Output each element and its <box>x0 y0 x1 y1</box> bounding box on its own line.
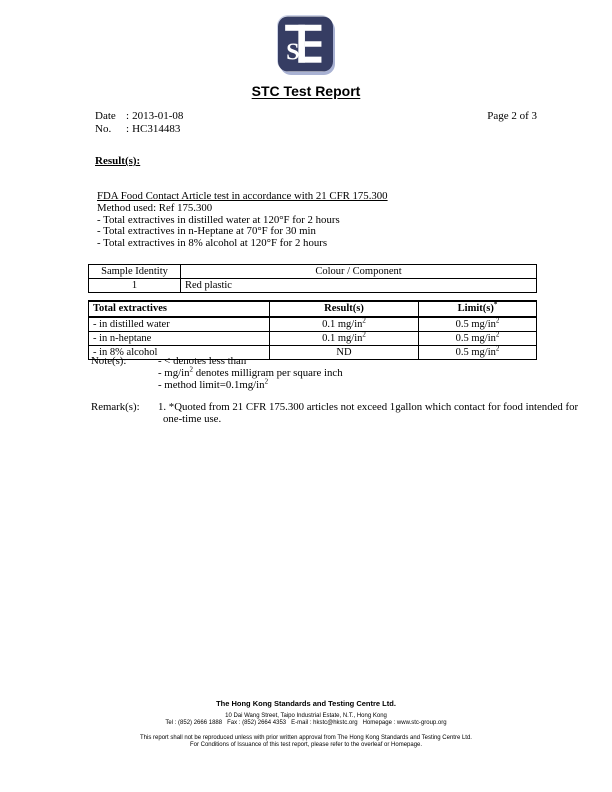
page-indicator: Page 2 of 3 <box>487 110 537 122</box>
limit-cell: 0.5 $mg/in^2$ <box>419 346 537 360</box>
remark-line: one-time use. <box>163 412 222 425</box>
report-no-row <box>95 123 183 136</box>
colour-component-header: Colour / Component <box>181 265 537 279</box>
sample-identity-header: Sample Identity <box>89 265 181 279</box>
date-value: 2013-01-08 <box>132 110 184 122</box>
method-used: Method used: Ref 175.300 <box>97 201 213 214</box>
extractive-name-cell: - in 8% alcohol <box>89 346 270 360</box>
results-header: Result(s) <box>270 301 419 317</box>
method-item: - Total extractives in n-Heptane at 70°F for 30 min <box>97 225 316 238</box>
logo-letter-s: S <box>286 38 300 66</box>
footer-contacts: Tel : (852) 2666 1888 Fax : (852) 2664 4353 E-mail : hkstc@hkstc.org Homepage : www.stc-group.org <box>165 720 447 726</box>
table-header-row <box>89 265 537 279</box>
notes-label: Note(s): <box>91 355 127 367</box>
footer <box>0 699 612 748</box>
result-cell: 0.1 $mg/in^2$ <box>270 317 419 332</box>
limit-cell: 0.5 $mg/in^2$ <box>419 317 537 332</box>
limits-header: Limit(s)* <box>419 301 537 317</box>
sample-id-cell: 1 <box>89 279 181 293</box>
results-table <box>88 300 537 360</box>
stc-logo-icon <box>278 16 333 72</box>
sample-identity-table <box>88 264 537 293</box>
page-title: STC Test Report <box>251 83 361 99</box>
report-no-separator: : <box>126 123 130 135</box>
result-cell: ND <box>270 346 419 360</box>
limit-cell: 0.5 $mg/in^2$ <box>419 332 537 346</box>
method-item: - Total extractives in distilled water at 120°F for 2 hours <box>97 213 340 226</box>
footer-company-name: The Hong Kong Standards and Testing Centre Ltd. <box>216 699 396 708</box>
table-row <box>89 332 537 346</box>
note-item: - < denotes less than <box>158 355 247 367</box>
note-item: - $mg/in^2$ denotes milligram per square inch <box>158 365 343 379</box>
limits-footnote-marker: * <box>493 300 498 309</box>
extractive-name-cell: - in distilled water <box>89 317 270 332</box>
method-heading: FDA Food Contact Article test in accordance with 21 CFR 175.300 <box>97 190 388 202</box>
notes-block <box>91 356 343 391</box>
footer-disclaimer: This report shall not be reproduced unless with prior written approval from The Hong Kong Standards and Testing Centre Ltd. <box>140 735 472 741</box>
results-heading: Result(s): <box>95 155 141 167</box>
extractive-name-cell: - in n-heptane <box>89 332 270 346</box>
footer-disclaimer: For Conditions of Issuance of this test report, please refer to the overleaf or Homepage. <box>189 742 423 748</box>
footer-address: 10 Dai Wang Street, Taipo Industrial Estate, N.T., Hong Kong <box>225 713 387 719</box>
note-item: - method $limit=0.1mg/in^2$ <box>158 377 269 391</box>
result-cell: 0.1 $mg/in^2$ <box>270 332 419 346</box>
remark-line: 1. *Quoted from 21 CFR 175.300 articles not exceed 1gallon which contact for food intended for <box>158 401 579 413</box>
table-row <box>89 317 537 332</box>
report-no-value: HC314483 <box>132 123 181 135</box>
date-separator: : <box>126 110 130 122</box>
report-no-label: No. <box>95 123 112 135</box>
remarks-block <box>91 402 578 426</box>
total-extractives-header: Total extractives <box>89 301 270 317</box>
date-row <box>95 110 183 123</box>
method-block <box>97 191 388 250</box>
report-meta <box>95 110 183 136</box>
method-item: - Total extractives in 8% alcohol at 120°F for 2 hours <box>97 237 328 250</box>
date-label: Date <box>95 110 116 122</box>
remarks-items <box>158 402 578 426</box>
stc-logo-graphic <box>278 16 333 72</box>
sample-colour-cell: Red plastic <box>181 279 537 293</box>
table-row <box>89 279 537 293</box>
remarks-label: Remark(s): <box>91 401 140 413</box>
notes-items <box>158 356 343 391</box>
table-header-row <box>89 301 537 317</box>
